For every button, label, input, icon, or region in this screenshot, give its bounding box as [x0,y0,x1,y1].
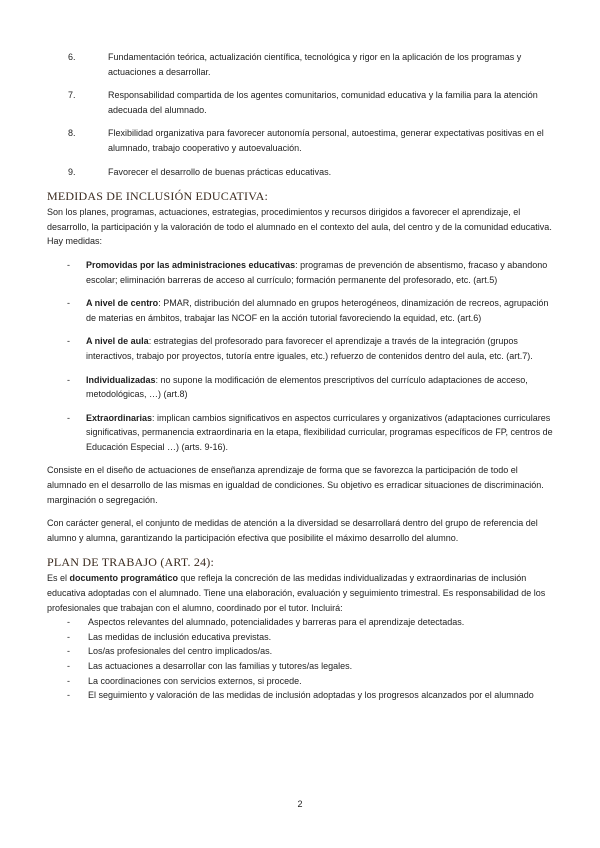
item-text [86,411,555,455]
medidas-paragraph-1: Consiste en el diseño de actuaciones de enseñanza aprendizaje de forma que se favorezca la participación de todo el alumnado en el desarrollo de las mismas en igualdad de condiciones. Su objetivo es erradicar situaciones de discriminación. marginación o segregación. [47,465,544,505]
dash-bullet: - [67,675,70,686]
item-description: : no supone la modificación de elementos prescriptivos del currículo adaptaciones de acceso, metodológicas, …) (art.8) [86,374,528,400]
dash-bullet: - [67,646,70,657]
item-text: Aspectos relevantes del alumnado, potencialidades y barreras para el aprendizaje detectadas. [88,617,465,628]
dash-bullet: - [67,336,70,347]
section-heading-medidas: MEDIDAS DE INCLUSIÓN EDUCATIVA: [47,189,268,204]
dash-bullet: - [67,259,70,270]
plan-list [47,615,555,703]
list-item [47,373,555,402]
medidas-paragraph-2: Con carácter general, el conjunto de medidas de atención a la diversidad se desarrollará dentro del grupo de referencia del alumno y alumna, garantizando la participación efectiva que posibilite el máximo desarrollo del alumno. [47,518,538,543]
dash-bullet: - [67,617,70,628]
list-item [47,165,555,180]
dash-bullet: - [67,298,70,309]
item-text [86,373,555,402]
item-text: Fundamentación teórica, actualización científica, tecnológica y rigor en la aplicación de los programas y actuaciones a desarrollar. [108,52,522,77]
dash-bullet: - [67,690,70,701]
item-text: Flexibilidad organizativa para favorecer autonomía personal, autoestima, generar expectativas positivas en el alumnado, trabajo cooperativo y autoevaluación. [108,128,544,153]
item-term: A nivel de aula [86,336,149,347]
item-text: Responsabilidad compartida de los agentes comunitarios, comunidad educativa y la familia para la atención adecuada del alumnado. [108,90,538,115]
section-heading-plan: PLAN DE TRABAJO (ART. 24): [47,555,215,570]
item-description: : estrategias del profesorado para favorecer el aprendizaje a través de la integración (grupos interactivos, trabajo por proyectos, tutoría entre iguales, etc.) refuerzo de contenidos dentro del aula, etc. (art.7). [86,336,533,361]
item-term: A nivel de centro [86,298,159,309]
item-text: Las medidas de inclusión educativa previstas. [88,631,272,642]
dash-bullet: - [67,412,70,423]
dash-bullet: - [67,631,70,642]
item-description: : implican cambios significativos en aspectos curriculares y organizativos (adaptaciones curriculares significativas, permanencia extraordinaria en la etapa, flexibilidad curricular, programas específicos de FP, centros de Educación Especial …) (arts. 9-16). [86,412,553,452]
item-text [86,296,555,325]
list-item [47,126,555,155]
list-item [47,411,555,455]
plan-intro-term: documento programático [69,573,179,584]
list-item [47,50,555,79]
medidas-list [47,258,555,455]
item-text: La coordinaciones con servicios externos, si procede. [88,675,302,686]
item-term: Extraordinarias [86,412,153,423]
item-number: 7. [68,90,76,101]
list-item [47,659,555,674]
item-text: Las actuaciones a desarrollar con las familias y tutores/as legales. [88,661,353,671]
document-page [47,50,555,703]
item-term: Promovidas por las administraciones educativas [86,259,296,270]
page-number: 2 [297,799,303,809]
list-item [47,615,555,630]
plan-intro-post: que refleja la concreción de las medidas individualizadas y extraordinarias de inclusión educativa adoptadas con el alumnado. Tiene una elaboración, evaluación y seguimiento trimestral. Es responsabilidad de los profesionales que trabajan con el alumno, coordinado por el tutor. Incluirá: [47,573,546,613]
item-text [86,334,555,363]
item-text: Los/as profesionales del centro implicados/as. [88,646,273,657]
list-item [47,334,555,363]
item-number: 9. [68,166,76,177]
item-text [86,258,555,287]
item-description: : PMAR, distribución del alumnado en grupos heterogéneos, dinamización de recreos, agrupación de materias en ámbitos, trabajar las NCOF en la acción tutorial favoreciendo la equidad, etc. (art.6) [86,298,549,323]
list-item [47,644,555,659]
list-item [47,88,555,117]
item-text: Favorecer el desarrollo de buenas prácticas educativas. [108,166,332,177]
item-number: 6. [68,52,76,62]
item-number: 8. [68,128,76,139]
list-item [47,296,555,325]
item-description: : programas de prevención de absentismo, fracaso y abandono escolar; eliminación barreras de acceso al currículo; formación permanente del profesorado, etc. (art.5) [86,259,548,285]
item-text: El seguimiento y valoración de las medidas de inclusión adoptadas y los progresos alcanzados por el alumnado [88,690,534,701]
list-item [47,688,555,703]
medidas-intro: Son los planes, programas, actuaciones, estrategias, procedimientos y recursos dirigidos a favorecer el aprendizaje, el desarrollo, la participación y la valoración de todo el alumnado en el contexto del aula, del centro y de la comunidad educativa. Hay medidas: [47,207,552,247]
plan-intro-pre: Es el [47,573,70,584]
principles-list [47,50,555,179]
list-item [47,630,555,645]
item-term: Individualizadas [86,374,156,385]
plan-intro [47,571,555,615]
list-item [47,674,555,689]
dash-bullet: - [67,374,70,385]
list-item [47,258,555,287]
dash-bullet: - [67,661,70,671]
